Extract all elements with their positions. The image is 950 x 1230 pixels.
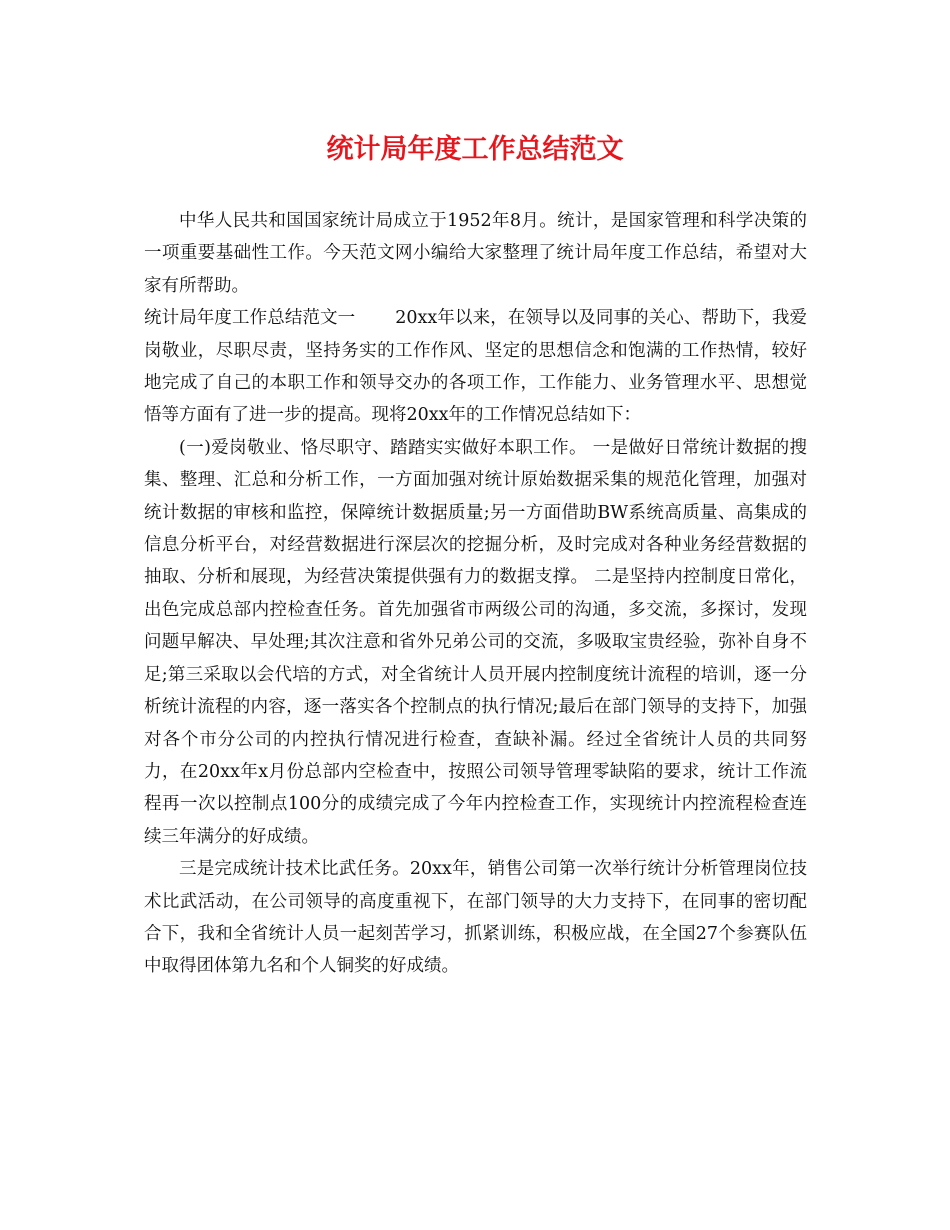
part-one-paragraph: (一)爱岗敬业、恪尽职守、踏踏实实做好本职工作。 一是做好日常统计数据的搜集、整理、汇总和分析工作，一方面加强对统计原始数据采集的规范化管理，加强对统计数据的审核和监控，保障统计数据质量;另一方面借助BW系统高质量、高集成的信息分析平台，对经营数据进行深层次的挖掘分析，及时完成对各种业务经营数据的抽取、分析和展现，为经营决策提供强有力的数据支撑。 二是坚持内控制度日常化，出色完成总部内控检查任务。首先加强省市两级公司的沟通，多交流，多探讨，发现问题早解决、早处理;其次注意和省外兄弟公司的交流，多吸取宝贵经验，弥补自身不足;第三采取以会代培的方式，对全省统计人员开展内控制度统计流程的培训，逐一分析统计流程的内容，逐一落实各个控制点的执行情况;最后在部门领导的支持下，加强对各个市分公司的内控执行情况进行检查，查缺补漏。经过全省统计人员的共同努力，在20xx年x月份总部内空检查中，按照公司领导管理零缺陷的要求，统计工作流程再一次以控制点100分的成绩完成了今年内控检查工作，实现统计内控流程检查连续三年满分的好成绩。 [144,437,807,847]
intro-paragraph: 中华人民共和国国家统计局成立于1952年8月。统计，是国家管理和科学决策的一项重要基础性工作。今天范文网小编给大家整理了统计局年度工作总结，希望对大家有所帮助。 [144,211,807,296]
document-title: 统计局年度工作总结范文 [326,134,624,165]
section-heading: 统计局年度工作总结范文一 [144,308,356,329]
section-body: 20xx年以来，在领导以及同事的关心、帮助下，我爱岗敬业，尽职尽责，坚持务实的工作作风、坚定的思想信念和饱满的工作热情，较好地完成了自己的本职工作和领导交办的各项工作，工作能力、业务管理水平、思想觉悟等方面有了进一步的提高。现将20xx年的工作情况总结如下： [144,308,808,426]
document-body [144,205,807,983]
part-three-paragraph: 三是完成统计技术比武任务。20xx年，销售公司第一次举行统计分析管理岗位技术比武活动，在公司领导的高度重视下，在部门领导的大力支持下，在同事的密切配合下，我和全省统计人员一起刻苦学习，抓紧训练，积极应战，在全国27个参赛队伍中取得团体第九名和个人铜奖的好成绩。 [144,859,807,977]
section-paragraph [144,302,807,432]
